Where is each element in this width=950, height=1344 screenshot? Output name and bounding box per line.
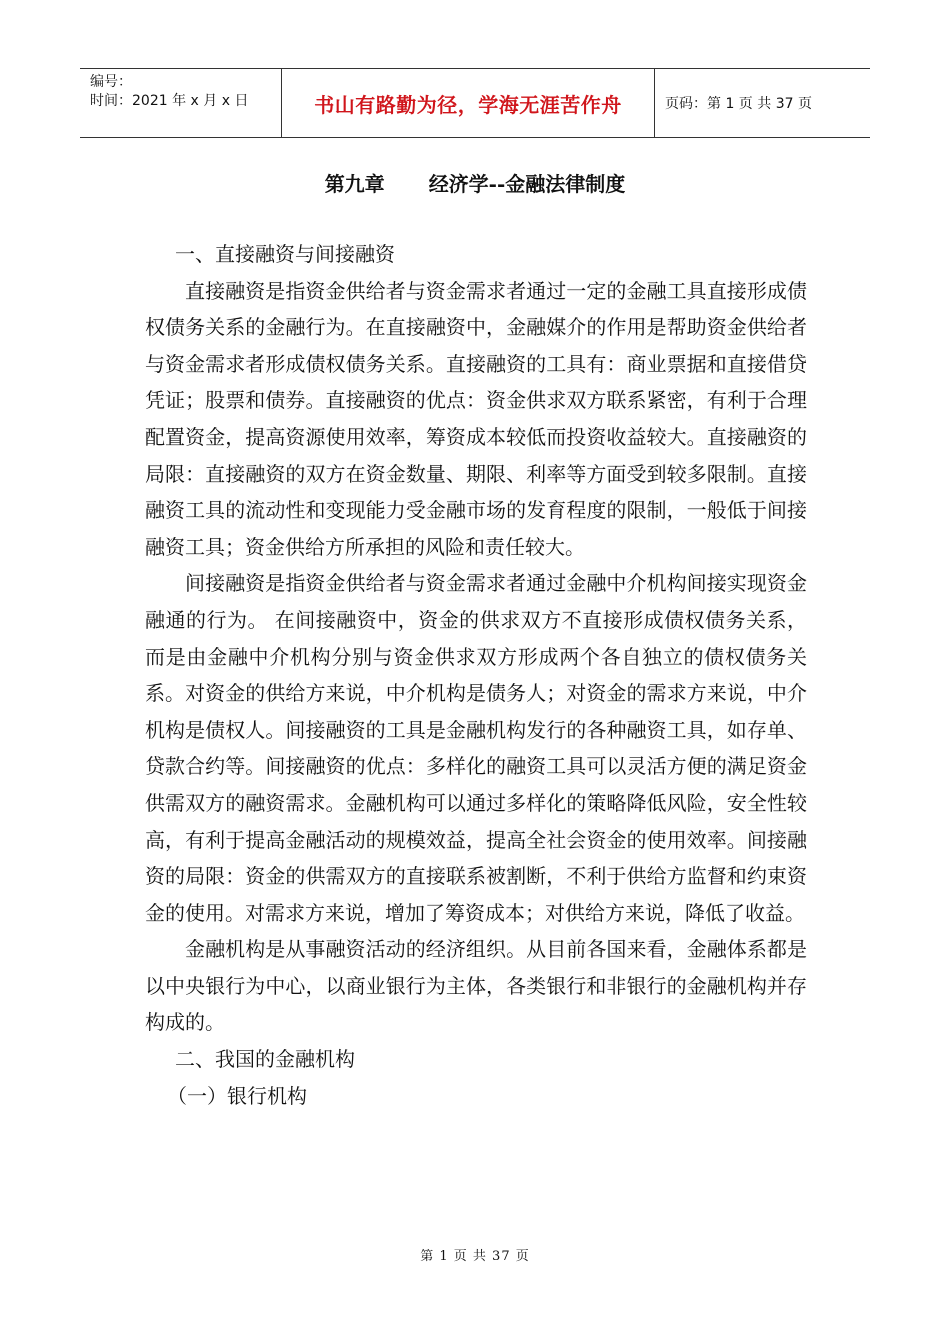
page-footer: 第 1 页 共 37 页 xyxy=(420,1249,530,1264)
header-page-info: 页码：第 1 页 共 37 页 xyxy=(665,96,812,112)
subsection-heading-banks: （一）银行机构 xyxy=(167,1083,307,1108)
header-meta-cell xyxy=(80,69,282,137)
header-motto-cell xyxy=(282,69,655,137)
paragraph-financial-institutions: 金融机构是从事融资活动的经济组织。从目前各国来看，金融体系都是以中央银行为中心，以商业银行为主体，各类银行和非银行的金融机构并存构成的。 xyxy=(145,937,807,1035)
document-header xyxy=(80,68,870,138)
section-heading-2: 二、我国的金融机构 xyxy=(175,1047,355,1072)
header-page-cell xyxy=(655,69,870,137)
chapter-name: 经济学--金融法律制度 xyxy=(428,172,626,196)
chapter-title xyxy=(0,168,950,197)
document-date-label: 时间：2021 年 x 月 x 日 xyxy=(90,93,249,109)
header-motto: 书山有路勤为径，学海无涯苦作舟 xyxy=(314,92,622,117)
paragraph-direct-financing: 直接融资是指资金供给者与资金需求者通过一定的金融工具直接形成债权债务关系的金融行为。在直接融资中，金融媒介的作用是帮助资金供给者与资金需求者形成债权债务关系。直接融资的工具有：商业票据和直接借贷凭证；股票和债券。直接融资的优点：资金供求双方联系紧密，有利于合理配置资金，提高资源使用效率，筹资成本较低而投资收益较大。直接融资的局限：直接融资的双方在资金数量、期限、利率等方面受到较多限制。直接融资工具的流动性和变现能力受金融市场的发育程度的限制，一般低于间接融资工具；资金供给方所承担的风险和责任较大。 xyxy=(145,278,807,559)
chapter-number: 第九章 xyxy=(324,172,385,196)
paragraph-indirect-financing: 间接融资是指资金供给者与资金需求者通过金融中介机构间接实现资金融通的行为。 在间接融资中，资金的供求双方不直接形成债权债务关系，而是由金融中介机构分别与资金供求双方形成两个各自独立的债权债务关系。对资金的供给方来说，中介机构是债务人；对资金的需求方来说，中介机构是债权人。间接融资的工具是金融机构发行的各种融资工具，如存单、贷款合约等。间接融资的优点：多样化的融资工具可以灵活方便的满足资金供需双方的融资需求。金融机构可以通过多样化的策略降低风险，安全性较高，有利于提高金融活动的规模效益，提高全社会资金的使用效率。间接融资的局限：资金的供需双方的直接联系被割断，不利于供给方监督和约束资金的使用。对需求方来说，增加了筹资成本；对供给方来说，降低了收益。 xyxy=(145,571,807,925)
document-body xyxy=(145,236,807,1114)
section-heading-1: 一、直接融资与间接融资 xyxy=(175,242,395,266)
document-number-label: 编号： xyxy=(90,74,132,90)
